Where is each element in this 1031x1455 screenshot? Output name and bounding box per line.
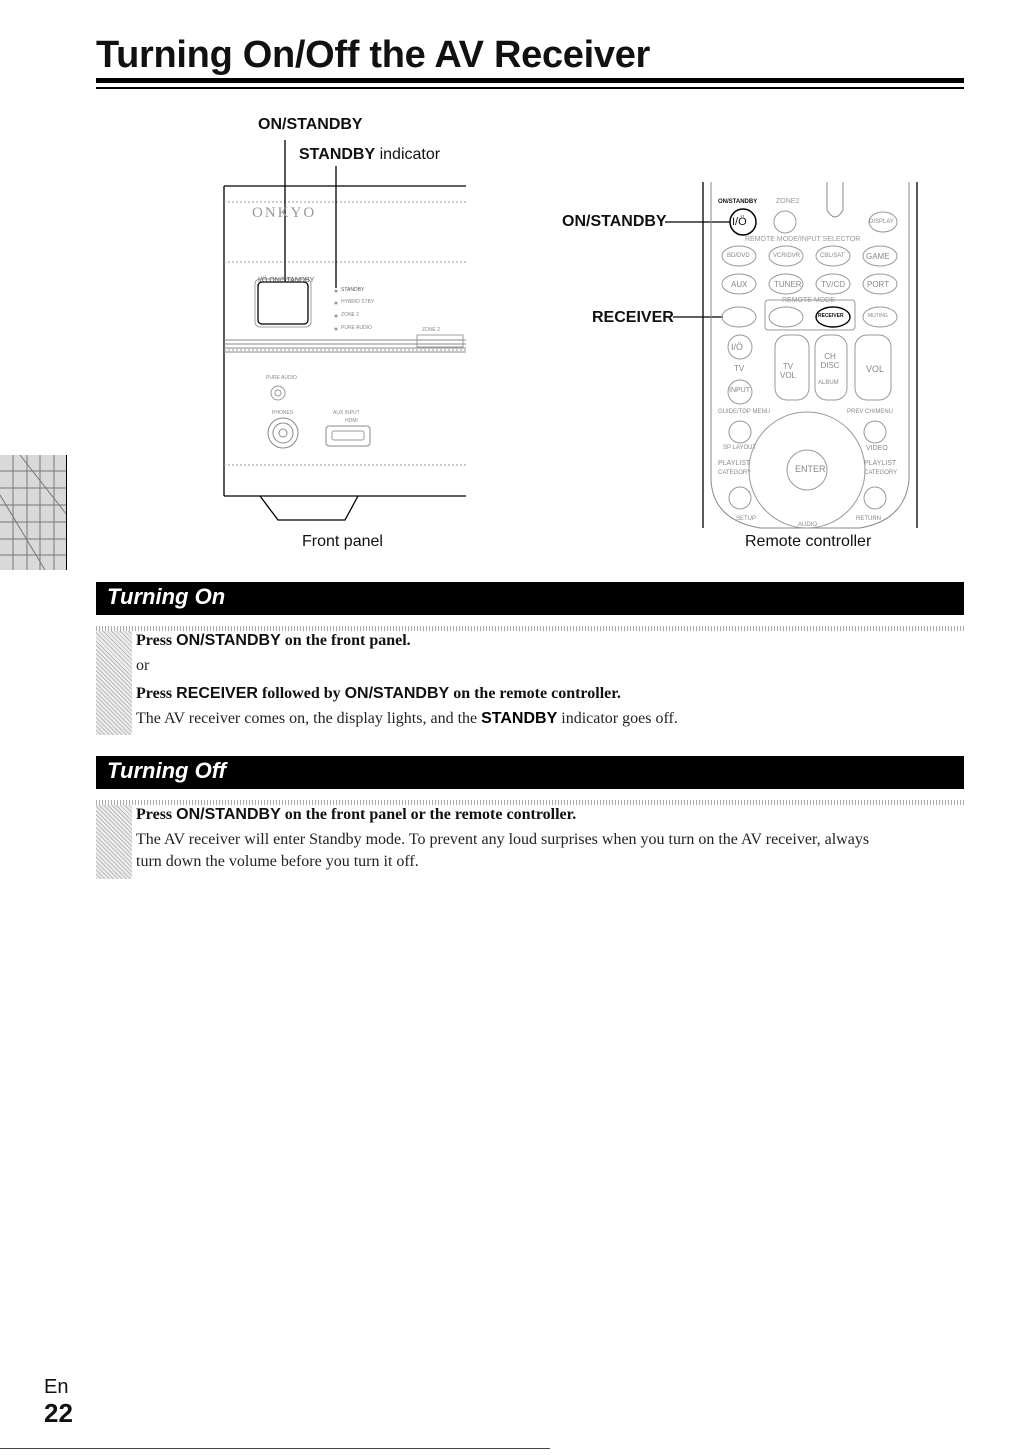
text-run: Press <box>136 632 177 649</box>
remote-btn-tv-cd: TV/CD <box>821 280 845 289</box>
title-rule-thick <box>96 78 964 83</box>
front-power-button-label: I/Ö ON/STANDBY <box>258 277 315 284</box>
text-run: Press <box>136 806 177 823</box>
remote-mode-header: REMOTE MODE/INPUT SELECTOR <box>745 236 861 243</box>
title-rule-thin <box>96 87 964 89</box>
remote-display-button: DISPLAY <box>869 219 894 225</box>
front-callout-on-standby: ON/STANDBY <box>258 116 363 133</box>
remote-power-button: I/Ö <box>732 216 747 228</box>
remote-sp-layout: SP LAYOUT <box>723 445 757 451</box>
remote-receiver-button: RECEIVER <box>818 313 844 319</box>
remote-callout-on-standby: ON/STANDBY <box>562 213 667 230</box>
remote-caption: Remote controller <box>745 533 872 550</box>
remote-tv-power: I/Ö <box>731 342 744 352</box>
remote-btn-cbl-sat: CBL/SAT <box>820 253 845 259</box>
remote-playlist-right: PLAYLIST <box>864 460 897 467</box>
side-tab-pattern <box>0 455 67 570</box>
remote-playlist-left: PLAYLIST <box>718 460 751 467</box>
front-indicator-zone2: ZONE 2 <box>341 312 360 318</box>
remote-return: RETURN <box>856 516 881 522</box>
turning-on-or: or <box>136 657 150 674</box>
standby-term: STANDBY <box>481 710 558 727</box>
remote-btn-game: GAME <box>866 252 890 261</box>
front-brand-logo: ONKYO <box>252 205 317 221</box>
text-run: followed by <box>257 685 345 702</box>
remote-top-on-standby: ON/STANDBY <box>718 199 758 205</box>
front-indicator-standby: STANDBY <box>341 287 365 293</box>
remote-tv-vol: TV VOL <box>779 362 796 380</box>
section-heading-text: Turning Off <box>107 758 226 783</box>
remote-btn-aux: AUX <box>731 280 748 289</box>
page-title: Turning On/Off the AV Receiver <box>96 34 651 76</box>
front-indicator-hybrid: HYBRID STBY <box>341 299 375 305</box>
page-number: 22 <box>44 1398 73 1428</box>
step-marker <box>96 805 132 879</box>
remote-btn-bd-dvd: BD/DVD <box>727 253 750 259</box>
remote-mode-header2: REMOTE MODE <box>782 297 835 304</box>
front-hdmi-label: HDMI <box>345 418 358 424</box>
remote-btn-tuner: TUNER <box>774 280 802 289</box>
remote-album: ALBUM <box>818 380 839 386</box>
text-run: on the front panel or the remote controller. <box>280 806 577 823</box>
page-language: En <box>44 1376 69 1398</box>
remote-category-right: CATEGORY <box>864 470 898 476</box>
remote-input-label: INPUT <box>729 387 750 394</box>
remote-prev-ch-menu: PREV CH/MENU <box>847 409 894 415</box>
turning-off-description-line2: turn down the volume before you turn it off. <box>136 853 419 870</box>
text-run: The AV receiver comes on, the display lights, and the <box>136 710 482 727</box>
remote-enter: ENTER <box>795 464 826 474</box>
front-panel-drawing <box>220 140 470 530</box>
remote-callout-receiver: RECEIVER <box>592 309 674 326</box>
turning-on-description <box>136 710 678 728</box>
turning-off-step-line1 <box>136 806 576 824</box>
text-run: on the remote controller. <box>449 685 621 702</box>
remote-muting-button: MUTING <box>868 313 888 319</box>
remote-drawing <box>665 180 925 532</box>
step-band <box>96 626 964 631</box>
remote-video: VIDEO <box>866 445 888 452</box>
standby-bold: STANDBY <box>299 146 376 163</box>
remote-top-zone2: ZONE2 <box>776 198 800 205</box>
remote-ch-disc: CH DISC <box>820 352 840 370</box>
on-standby-term: ON/STANDBY <box>176 806 281 823</box>
remote-guide-top-menu: GUIDE/TOP MENU <box>718 409 771 415</box>
bottom-line <box>0 1448 550 1449</box>
text-run: Press <box>136 685 177 702</box>
front-panel-caption: Front panel <box>302 533 383 550</box>
receiver-term: RECEIVER <box>176 685 258 702</box>
text-run: indicator goes off. <box>557 710 678 727</box>
section-heading-turning-off <box>96 756 964 789</box>
remote-tv-label: TV <box>734 364 745 373</box>
remote-setup: SETUP <box>736 516 757 522</box>
turning-on-step-line2 <box>136 685 621 703</box>
front-indicator-pure-audio: PURE AUDIO <box>341 325 372 331</box>
remote-vol: VOL <box>866 364 885 374</box>
standby-rest: indicator <box>375 146 441 163</box>
section-heading-text: Turning On <box>107 584 226 609</box>
step-marker <box>96 631 132 735</box>
turning-on-step-line1 <box>136 632 411 650</box>
text-run: on the front panel. <box>280 632 411 649</box>
front-phones-label: PHONES <box>272 410 294 416</box>
front-zone2-label: ZONE 2 <box>422 327 441 333</box>
remote-category-left: CATEGORY <box>718 470 752 476</box>
on-standby-term: ON/STANDBY <box>344 685 450 702</box>
front-pure-audio-label: PURE AUDIO <box>266 375 297 381</box>
step-band <box>96 800 964 805</box>
remote-btn-port: PORT <box>867 280 890 289</box>
turning-off-description-line1: The AV receiver will enter Standby mode. To prevent any loud surprises when you turn on the AV receiver, always <box>136 831 870 848</box>
section-heading-turning-on <box>96 582 964 615</box>
on-standby-term: ON/STANDBY <box>176 632 281 649</box>
remote-btn-vcr-dvr: VCR/DVR <box>773 253 801 259</box>
remote-audio: AUDIO <box>798 522 818 528</box>
front-aux-input-label: AUX INPUT <box>333 410 360 416</box>
